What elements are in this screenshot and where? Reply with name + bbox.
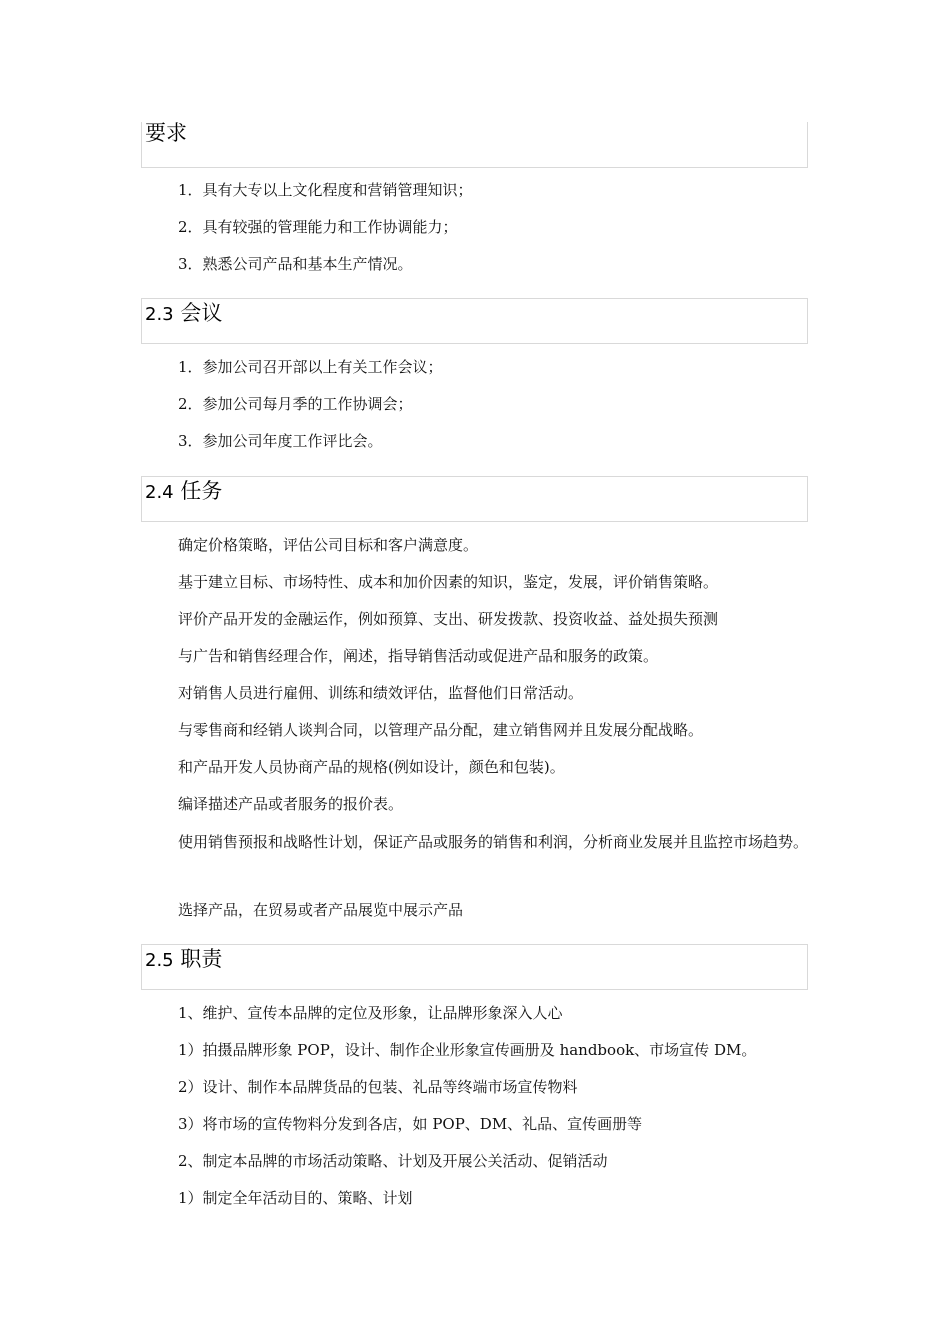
meeting-item: 1．参加公司召开部以上有关工作会议； xyxy=(178,358,443,376)
tasks-heading-title: 任务 xyxy=(180,479,223,503)
task-item: 确定价格策略，评估公司目标和客户满意度。 xyxy=(178,536,479,554)
requirements-heading: 要求 xyxy=(145,121,187,145)
meetings-heading xyxy=(145,300,222,328)
requirements-heading-box xyxy=(141,122,808,168)
tasks-heading xyxy=(145,478,222,506)
duty-item: 2）设计、制作本品牌货品的包装、礼品等终端市场宣传物料 xyxy=(178,1078,578,1096)
task-item: 使用销售预报和战略性计划，保证产品或服务的销售和利润，分析商业发展并且监控市场趋势。 xyxy=(178,833,809,851)
meetings-heading-title: 会议 xyxy=(180,301,223,325)
tasks-heading-box xyxy=(141,476,808,522)
duties-heading-title: 职责 xyxy=(180,947,223,971)
task-item: 基于建立目标、市场特性、成本和加价因素的知识，鉴定，发展，评价销售策略。 xyxy=(178,573,719,591)
task-item: 与零售商和经销人谈判合同，以管理产品分配，建立销售网并且发展分配战略。 xyxy=(178,721,704,739)
duties-heading xyxy=(145,946,222,974)
meeting-item: 3．参加公司年度工作评比会。 xyxy=(178,432,383,450)
duty-item: 1）制定全年活动目的、策略、计划 xyxy=(178,1189,413,1207)
task-item: 选择产品，在贸易或者产品展览中展示产品 xyxy=(178,901,464,919)
task-item: 对销售人员进行雇佣、训练和绩效评估，监督他们日常活动。 xyxy=(178,684,584,702)
meeting-item: 2．参加公司每月季的工作协调会； xyxy=(178,395,413,413)
task-item: 评价产品开发的金融运作，例如预算、支出、研发拨款、投资收益、益处损失预测 xyxy=(178,610,719,628)
duty-item: 1、维护、宣传本品牌的定位及形象，让品牌形象深入人心 xyxy=(178,1004,563,1022)
meetings-heading-box xyxy=(141,298,808,344)
duties-heading-box xyxy=(141,944,808,990)
duties-heading-number: 2.5 xyxy=(145,950,174,971)
requirement-item: 2．具有较强的管理能力和工作协调能力； xyxy=(178,218,458,236)
requirement-item: 1．具有大专以上文化程度和营销管理知识； xyxy=(178,181,473,199)
duty-item: 3）将市场的宣传物料分发到各店，如 POP、DM、礼品、宣传画册等 xyxy=(178,1115,643,1133)
task-item: 与广告和销售经理合作，阐述，指导销售活动或促进产品和服务的政策。 xyxy=(178,647,659,665)
duty-item: 1）拍摄品牌形象 POP，设计、制作企业形象宣传画册及 handbook、市场宣传 DM。 xyxy=(178,1041,757,1059)
meetings-heading-number: 2.3 xyxy=(145,304,174,325)
requirement-item: 3．熟悉公司产品和基本生产情况。 xyxy=(178,255,413,273)
task-item: 和产品开发人员协商产品的规格(例如设计，颜色和包装)。 xyxy=(178,758,565,776)
task-item: 编译描述产品或者服务的报价表。 xyxy=(178,795,404,813)
duty-item: 2、制定本品牌的市场活动策略、计划及开展公关活动、促销活动 xyxy=(178,1152,608,1170)
tasks-heading-number: 2.4 xyxy=(145,482,174,503)
